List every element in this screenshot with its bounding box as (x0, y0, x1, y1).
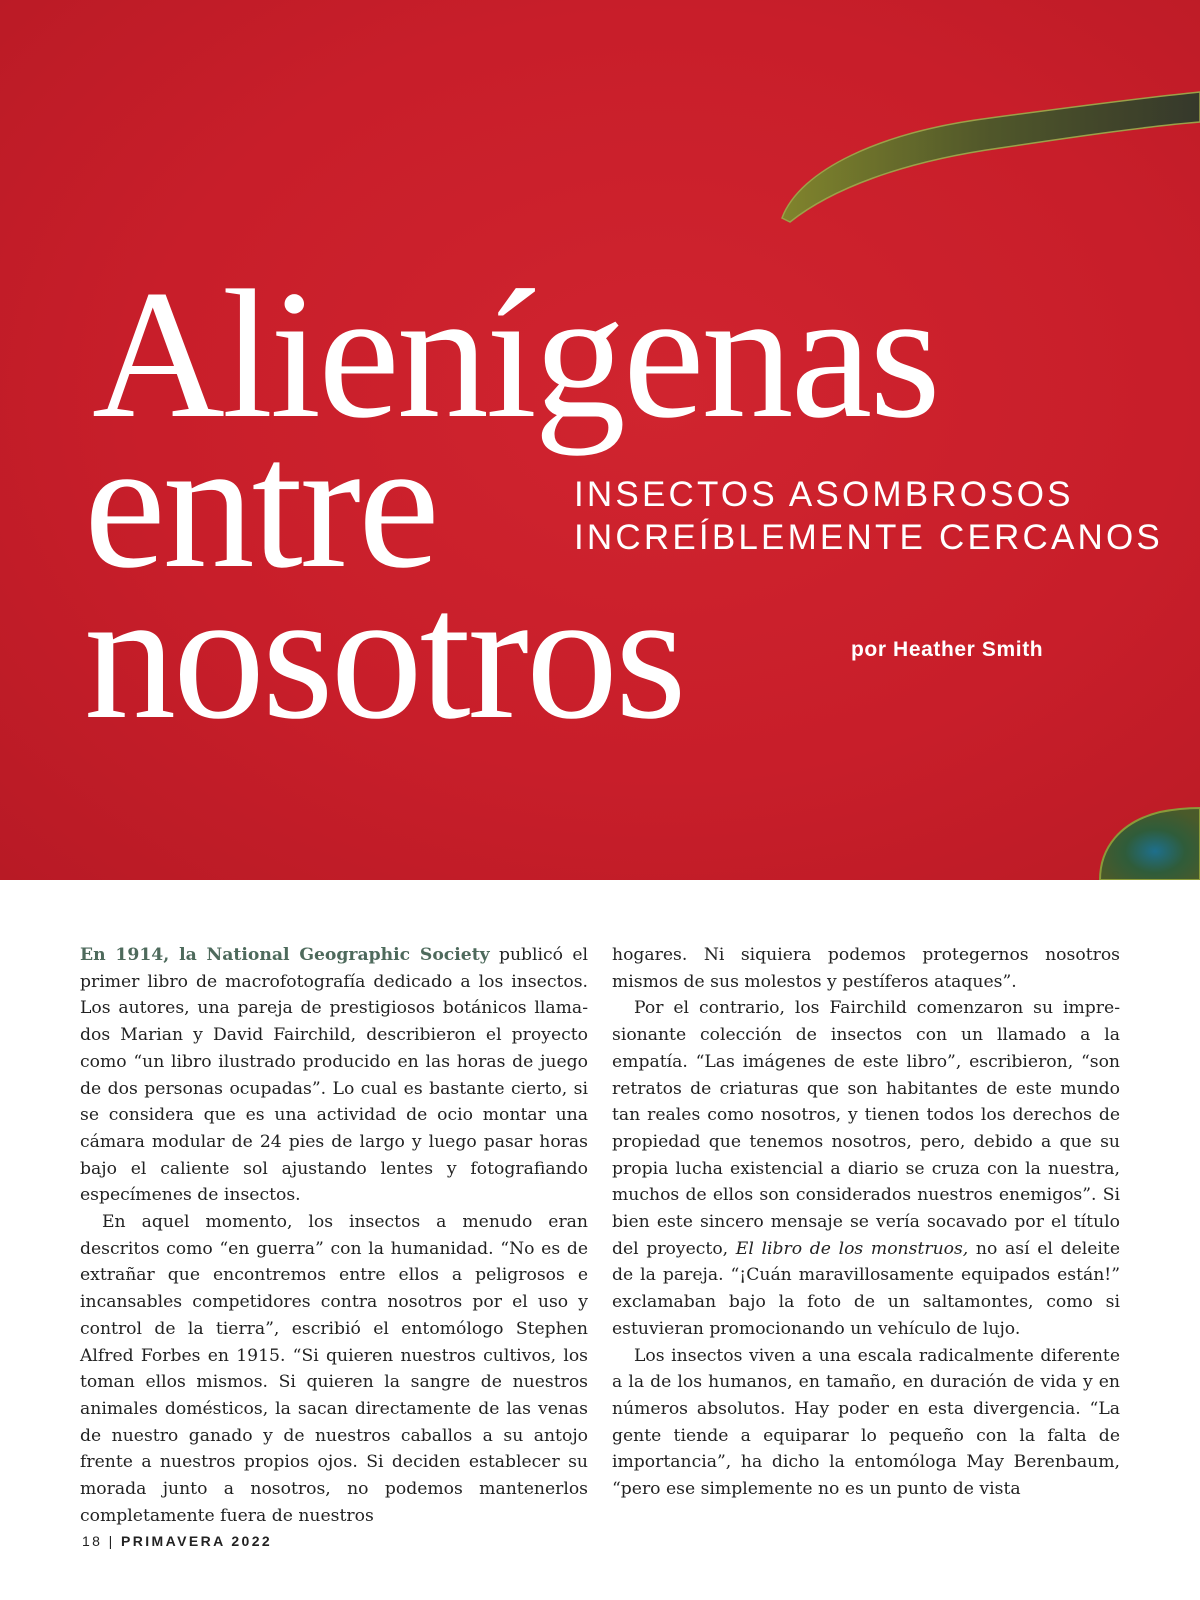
paragraph-text: Por el contrario, los Fairchild comenzaron su impresionante colección de insectos con un llamado a la empatía. “Las imágenes de este libro”, escribieron, “son retratos de criaturas que son habitantes de este mundo tan reales como nosotros, y tienen todos los derechos de propiedad que tenemos nosotros, pero, debido a que su propia lucha existencial a diario se cruza con la nuestra, muchos de ellos son considerados nuestros enemigos”. Si bien este sincero mensaje se vería socavado por el título del proyecto, (612, 998, 1120, 1259)
antenna-shape (782, 92, 1200, 222)
title-line-3: nosotros (84, 553, 684, 757)
footer-separator: | (108, 1533, 115, 1549)
lead-in: En 1914, la National Geographic Society (80, 945, 490, 965)
byline: por Heather Smith (851, 638, 1044, 661)
subtitle-line-2: INCREÍBLEMENTE CERCANOS (574, 518, 1163, 557)
page-footer (82, 1533, 272, 1549)
paragraph-text: no así el deleite de la pareja. “¡Cuán maravillosamente equipados están!” exclamaban bajo la foto de un saltamontes, como si estuvieran promocionando un vehículo de lujo. (612, 1238, 1120, 1339)
article-column-right (612, 942, 1120, 1503)
paragraph (612, 995, 1120, 1342)
paragraph: hogares. Ni siquiera podemos protegernos nosotros mismos de sus molestos y pestíferos ataques”. (612, 945, 1120, 992)
article-column-left (80, 942, 588, 1529)
paragraph (80, 942, 588, 1209)
insect-head-shape (1100, 808, 1200, 880)
paragraph: Los insectos viven a una escala radicalmente diferente a la de los humanos, en tamaño, en duración de vida y en números absolutos. Hay poder en esta divergencia. “La gente tiende a equiparar lo pequeño con la falta de importancia”, ha dicho la entomóloga May Berenbaum, “pero ese simplemente no es un punto de vista (612, 1345, 1120, 1500)
paragraph-text: publicó el primer libro de macrofotografía dedicado a los insectos. Los autores, una pareja de prestigiosos botánicos llamados Marian y David Fairchild, describieron el proyecto como “un libro ilustrado producido en las horas de juego de dos personas ocupadas”. Lo cual es bastante cierto, si se considera que es una actividad de ocio montar una cámara modular de 24 pies de largo y luego pasar horas bajo el caliente sol ajustando lentes y fotografiando especímenes de insectos. (80, 945, 588, 1206)
book-title: El libro de los monstruos, (735, 1238, 969, 1259)
title-line-1: Alienígenas (92, 252, 938, 456)
paragraph: En aquel momento, los insectos a menudo eran descritos como “en guerra” con la humanidad. “No es de extrañar que encontremos entre ellos a peligrosos e incansables competidores contra nosotros por el uso y control de la tierra”, escribió el entomólogo Stephen Alfred Forbes en 1915. “Si quieren nuestros cultivos, los toman ellos mismos. Si quieren la sangre de nuestros animales domésticos, la sacan directamente de las venas de nuestro ganado y de nuestros caballos a su antojo frente a nuestros propios ojos. Si deciden establecer su morada junto a nosotros, no podemos mantenerlos completamente fuera de nuestros (80, 1212, 588, 1526)
subtitle-line-1: INSECTOS ASOMBROSOS (574, 475, 1074, 514)
title-line-2: entre (84, 402, 437, 606)
issue-label: PRIMAVERA 2022 (121, 1533, 273, 1549)
page-number: 18 (82, 1533, 103, 1549)
